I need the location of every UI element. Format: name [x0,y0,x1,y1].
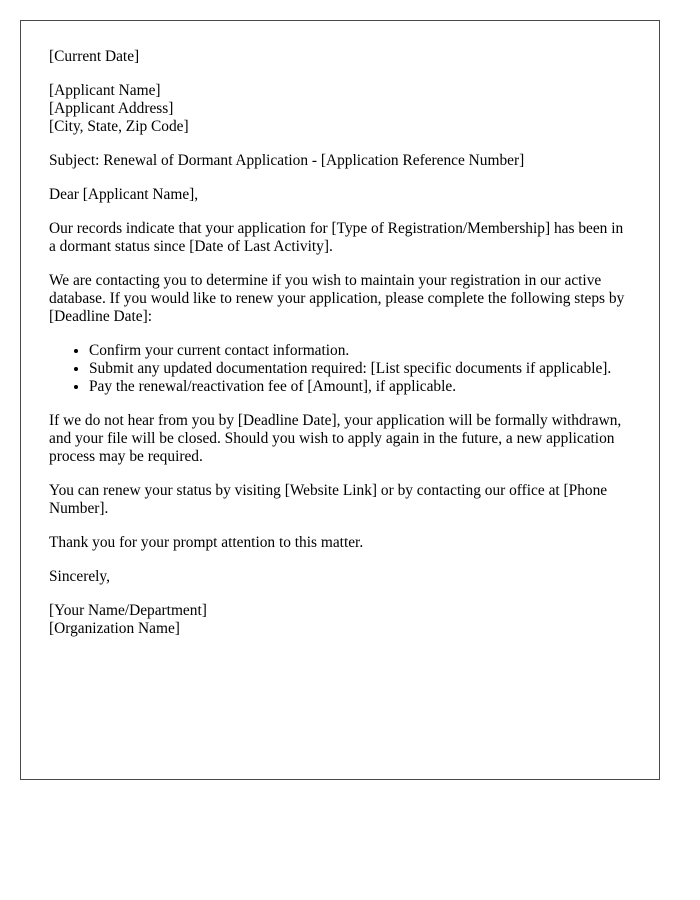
signature-organization: [Organization Name] [49,620,180,637]
list-item: • Pay the renewal/reactivation fee of [Amount], if applicable. [89,378,631,396]
salutation: Dear [Applicant Name], [49,186,199,203]
list-item: • Submit any updated documentation required: [List specific documents if applicable]. [89,360,631,378]
steps-list [49,342,631,396]
recipient-name: [Applicant Name] [49,82,161,99]
letter-subject: Subject: Renewal of Dormant Application - [Application Reference Number] [49,152,525,169]
recipient-city-state-zip: [City, State, Zip Code] [49,118,189,135]
body-paragraph-4: You can renew your status by visiting [Website Link] or by contacting our office at [Phone Number]. [49,482,608,517]
list-item: • Confirm your current contact information. [89,342,631,360]
body-paragraph-3: If we do not hear from you by [Deadline Date], your application will be formally withdrawn, and your file will be closed. Should you wish to apply again in the future, a new application process may be required. [49,412,622,465]
letter-document [20,20,660,780]
closing: Sincerely, [49,568,110,585]
signature-name-department: [Your Name/Department] [49,602,207,619]
recipient-address: [Applicant Address] [49,100,174,117]
body-paragraph-5: Thank you for your prompt attention to this matter. [49,534,364,551]
signature-block [49,602,631,638]
body-paragraph-1: Our records indicate that your application for [Type of Registration/Membership] has been in a dormant status since [Date of Last Activity]. [49,220,624,255]
recipient-block [49,82,631,136]
letter-date: [Current Date] [49,48,140,65]
body-paragraph-2: We are contacting you to determine if you wish to maintain your registration in our active database. If you would like to renew your application, please complete the following steps by [Deadline Date]: [49,272,625,325]
